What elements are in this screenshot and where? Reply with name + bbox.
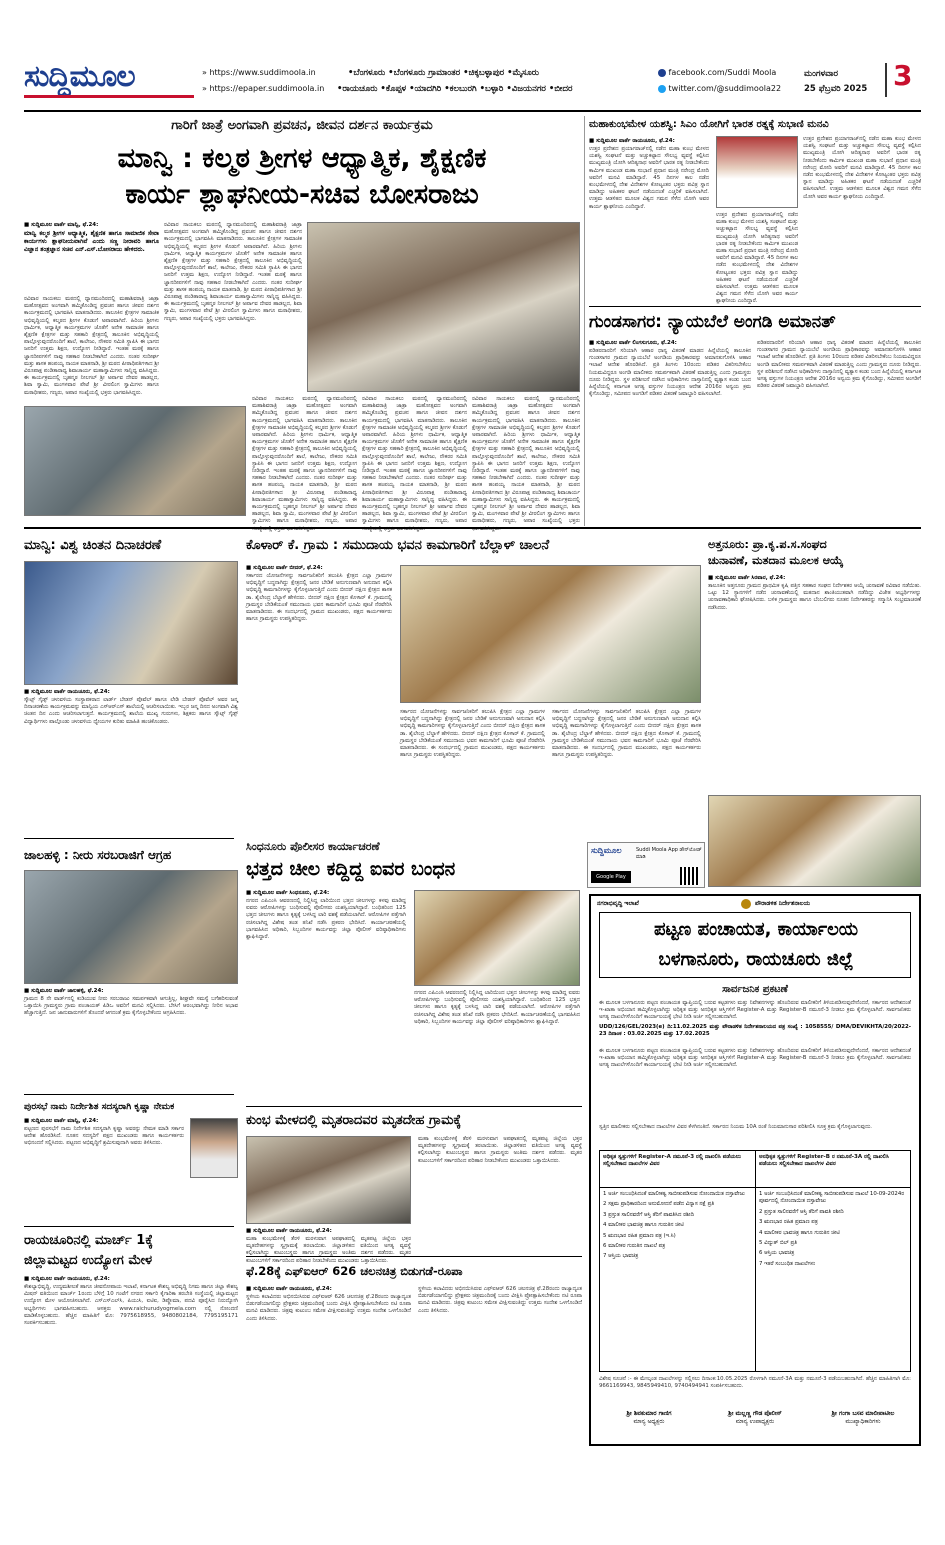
article-body: ಪಟ್ಟಣದ ಪುರಸಭೆಗೆ ನಾಮ ನಿರ್ದೇಶಿತ ಸದಸ್ಯರಾಗಿ ಕೃಷ್ಣಾ ಅವರನ್ನು ನೇಮಕ ಮಾಡಿ ಸರ್ಕಾರ ಆದೇಶ ಹೊರಡಿಸಿದೆ. ನೂತನ ಸದಸ್ಯರಿಗೆ ಪಕ್ಷದ ಮುಖಂಡರು ಹಾಗೂ ಕಾರ್ಯಕರ್ತರು ಅಭಿನಂದನೆ ಸಲ್ಲಿಸಿದರು. ಪಟ್ಟಣದ ಅಭಿವೃದ್ಧಿಗೆ ಶ್ರಮಿಸುವುದಾಗಿ ಅವರು ತಿಳಿಸಿದರು. xyxy=(24,1126,184,1147)
byline: ■ ಸುದ್ದಿಮೂಲ ವಾರ್ತೆ ಸಿರವಾರ, ಫೆ.24: xyxy=(708,575,786,581)
page-number: 3 xyxy=(893,59,913,92)
photo-seized-lorry xyxy=(414,890,580,986)
headline: ಅತ್ತನೂರು: ಪ್ರಾ.ಕೃ.ಪ.ಸ.ಸಂಘದ xyxy=(708,538,827,551)
article-body: ಸ್ಥಳೀಯ ಕಲಾವಿದರು ಅಭಿನಯಿಸಿರುವ ಎಫ್‌ಐಆರ್ 626 ಚಲನಚಿತ್ರ ಫೆ.28ರಂದು ರಾಜ್ಯಾದ್ಯಂತ ಬಿಡುಗಡೆಯಾಗಲಿದ್ದು ಪ್ರೇಕ್ಷಕರು ಚಿತ್ರಮಂದಿರಕ್ಕೆ ಬಂದು ವೀಕ್ಷಿಸಿ ಪ್ರೋತ್ಸಾಹಿಸಬೇಕೆಂದು ನಟಿ ರೂಪಾ ಮನವಿ ಮಾಡಿದರು. ಚಿತ್ರವು ಕುಟುಂಬ ಸಮೇತ ವೀಕ್ಷಿಸುವಂತಿದ್ದು ಉತ್ತಮ ಸಂದೇಶ ಒಳಗೊಂಡಿದೆ ಎಂದು ತಿಳಿಸಿದರು. xyxy=(246,1294,411,1322)
app-download-ad[interactable] xyxy=(587,842,705,888)
signature-role: ಮಾನ್ಯ ಅಧ್ಯಕ್ಷರು xyxy=(633,1418,665,1425)
article-body: ತಾಲೂಕಿನ ಅತ್ತನೂರು ಗ್ರಾಮದ ಪ್ರಾಥಮಿಕ ಕೃಷಿ ಪತ್ತಿನ ಸಹಕಾರ ಸಂಘದ ನಿರ್ದೇಶಕರ ಆಯ್ಕೆ ಚುನಾವಣೆ ರವಿವಾರ ನಡೆಯಿತು. ಒಟ್ಟು 12 ಸ್ಥಾನಗಳಿಗೆ ನಡೆದ ಚುನಾವಣೆಯಲ್ಲಿ ಮತದಾನ ಶಾಂತಿಯುತವಾಗಿ ನಡೆದಿದ್ದು ವಿಜೇತ ಅಭ್ಯರ್ಥಿಗಳನ್ನು ಚುನಾವಣಾಧಿಕಾರಿ ಘೋಷಿಸಿದರು. ಬಳಿಕ ಗ್ರಾಮಸ್ಥರು ಹಾಗೂ ಬೆಂಬಲಿಗರು ನೂತನ ನಿರ್ದೇಶಕರನ್ನು ಸನ್ಮಾನಿಸಿ ಸಂಭ್ರಮಾಚರಣೆ ನಡೆಸಿದರು. xyxy=(708,583,921,611)
twitter-link[interactable]: twitter.com/@suddimoola22 xyxy=(658,84,781,93)
article-body: ಉತ್ತರ ಪ್ರದೇಶದ ಪ್ರಯಾಗರಾಜ್‌ನಲ್ಲಿ ನಡೆದ ಮಹಾ ಕುಂಭ ಮೇಳದ ಯಶಸ್ವಿ ಸಂಘಟನೆ ಮತ್ತು ಅಚ್ಚುಕಟ್ಟಾದ ಸೌಲಭ್ಯ ವ್ಯವಸ್ಥೆ ಕಲ್ಪಿಸಿದ ಮುಖ್ಯಮಂತ್ರಿ ಯೋಗಿ ಆದಿತ್ಯನಾಥ ಅವರಿಗೆ ಭಾರತ ರತ್ನ ನೀಡಬೇಕೆಂದು ಕಾರ್ಮಿಕ ಮುಖಂಡ ಮಹಾ ಸುಭಾಣಿ ಪ್ರಧಾನ ಮಂತ್ರಿ ನರೇಂದ್ರ ಮೋದಿ ಅವರಿಗೆ ಮನವಿ ಮಾಡಿದ್ದಾರೆ. 45 ದಿನಗಳ ಕಾಲ ನಡೆದ ಕುಂಭಮೇಳದಲ್ಲಿ ದೇಶ ವಿದೇಶಗಳ ಕೋಟ್ಯಂತರ ಭಕ್ತರು ಪವಿತ್ರ ಸ್ನಾನ ಮಾಡಿದ್ದು ಅಹಿತಕರ ಘಟನೆ ನಡೆಯದಂತೆ ಎಚ್ಚರಿಕೆ ವಹಿಸಲಾಗಿದೆ. ಉತ್ತಮ ಆಡಳಿತದ ಮೂಲಕ ವಿಶ್ವದ ಗಮನ ಸೆಳೆದ ಯೋಗಿ ಅವರ ಕಾರ್ಯ ಶ್ಲಾಘನೀಯ ಎಂದಿದ್ದಾರೆ. xyxy=(716,212,798,305)
photo-portrait xyxy=(716,136,798,208)
notice-para: ಸ್ವತ್ತಿನ ಮಾಲೀಕರು ಸಲ್ಲಿಸಬೇಕಾದ ದಾಖಲೆಗಳ ವಿವರ ಕೆಳಗಿನಂತಿದೆ. ಸರ್ಕಾರದ ನಿಯಮ 10A ರಂತೆ ನಿಯಮಾನುಸಾರ ಪರಿಶೀಲಿಸಿ ಸೂಕ್ತ ಕ್ರಮ ಕೈಗೊಳ್ಳಲಾಗುವುದು. xyxy=(599,1124,873,1130)
notice-para: ಈ ಮೂಲಕ ಬಳಗಾನೂರು ಪಟ್ಟಣ ಪಂಚಾಯತ ವ್ಯಾಪ್ತಿಯಲ್ಲಿ ಬರುವ ಕಟ್ಟಡಗಳು ಮತ್ತು ನಿವೇಶನಗಳನ್ನು ಹೊಂದಿರುವ ಮಾಲೀಕರಿಗೆ ತಿಳಿಯಪಡಿಸುವುದೇನೆಂದರೆ, ಸರ್ಕಾರದ ಆದೇಶದಂತೆ ಇ-ಖಾತಾ ಅಭಿಯಾನ ಹಮ್ಮಿಕೊಳ್ಳಲಾಗಿದ್ದು ಅಧಿಕೃತ ಮತ್ತು ಅನಧಿಕೃತ ಆಸ್ತಿಗಳಿಗೆ Register-A ಮತ್ತು Register-B ನಮೂನೆ-3 ನೀಡಲು ಕ್ರಮ ಕೈಗೊಳ್ಳಲಾಗಿದೆ. ಸಾರ್ವಜನಿಕರು ಅಗತ್ಯ ದಾಖಲೆಗಳೊಂದಿಗೆ ಕಾರ್ಯಾಲಯಕ್ಕೆ ಭೇಟಿ ನೀಡಿ ಅರ್ಜಿ ಸಲ್ಲಿಸಬಹುದಾಗಿದೆ. xyxy=(599,1048,911,1069)
list-item: 4 ಮಾಲೀಕರ ಭಾವಚಿತ್ರ ಹಾಗೂ ಗುರುತಿನ ಚೀಟಿ xyxy=(603,1222,684,1229)
headline: ಭತ್ತದ ಚೀಲ ಕದ್ದಿದ್ದ ಐವರ ಬಂಧನ xyxy=(246,858,456,880)
table-divider xyxy=(755,1151,756,1371)
article-body: ಸ್ಥಳೀಯ ಕಲಾವಿದರು ಅಭಿನಯಿಸಿರುವ ಎಫ್‌ಐಆರ್ 626 ಚಲನಚಿತ್ರ ಫೆ.28ರಂದು ರಾಜ್ಯಾದ್ಯಂತ ಬಿಡುಗಡೆಯಾಗಲಿದ್ದು ಪ್ರೇಕ್ಷಕರು ಚಿತ್ರಮಂದಿರಕ್ಕೆ ಬಂದು ವೀಕ್ಷಿಸಿ ಪ್ರೋತ್ಸಾಹಿಸಬೇಕೆಂದು ನಟಿ ರೂಪಾ ಮನವಿ ಮಾಡಿದರು. ಚಿತ್ರವು ಕುಟುಂಬ ಸಮೇತ ವೀಕ್ಷಿಸುವಂತಿದ್ದು ಉತ್ತಮ ಸಂದೇಶ ಒಳಗೊಂಡಿದೆ ಎಂದು ತಿಳಿಸಿದರು. xyxy=(418,1286,582,1314)
list-item: 2 ಪ್ರಸ್ತುತ ಸಾಲಿನವರೆಗೆ ಆಸ್ತಿ ತೆರಿಗೆ ಪಾವತಿ ರಶೀದಿ xyxy=(759,1208,844,1215)
byline: ■ ಸುದ್ದಿಮೂಲ ವಾರ್ತೆ ಮಾನ್ವಿ, ಫೆ.24: xyxy=(24,222,99,228)
column-rule xyxy=(584,116,585,526)
byline: ■ ಸುದ್ದಿಮೂಲ ವಾರ್ತೆ ಬೀದರ್, ಫೆ.24: xyxy=(246,565,323,571)
signature-name: ಶ್ರೀ ಮಲ್ಲಣ್ಣ ಗೌಡ ಪೊಲೀಸ್ xyxy=(728,1410,782,1417)
article-body: ನಗರದ ಎಪಿಎಂಸಿ ಆವರಣದಲ್ಲಿ ನಿಲ್ಲಿಸಿದ್ದ ಲಾರಿಯಿಂದ ಭತ್ತದ ಚೀಲಗಳನ್ನು ಕಳವು ಮಾಡಿದ್ದ ಐವರು ಆರೋಪಿಗಳನ್ನು ಬಂಧಿಸುವಲ್ಲಿ ಪೊಲೀಸರು ಯಶಸ್ವಿಯಾಗಿದ್ದಾರೆ. ಬಂಧಿತರಿಂದ 125 ಭತ್ತದ ಚೀಲಗಳು ಹಾಗೂ ಕೃತ್ಯಕ್ಕೆ ಬಳಸಿದ್ದ ಲಾರಿ ವಶಕ್ಕೆ ಪಡೆಯಲಾಗಿದೆ. ಆರೋಪಿಗಳ ಪತ್ತೆಗಾಗಿ ರಚಿಸಲಾಗಿದ್ದ ವಿಶೇಷ ತಂಡ ತನಿಖೆ ನಡೆಸಿ ಪ್ರಕರಣ ಭೇದಿಸಿದೆ. ಕಾರ್ಯಾಚರಣೆಯಲ್ಲಿ ಭಾಗವಹಿಸಿದ ಅಧಿಕಾರಿ, ಸಿಬ್ಬಂದಿಗಳ ಕಾರ್ಯವನ್ನು ಜಿಲ್ಲಾ ಪೊಲೀಸ್ ವರಿಷ್ಠಾಧಿಕಾರಿಗಳು ಶ್ಲಾಘಿಸಿದ್ದಾರೆ. xyxy=(414,990,580,1025)
list-item: 4 ಮಾಲೀಕರ ಭಾವಚಿತ್ರ ಹಾಗೂ ಗುರುತಿನ ಚೀಟಿ xyxy=(759,1229,840,1236)
twitter-icon xyxy=(658,85,666,93)
article-kicker: ಸಿಂಧನೂರು ಪೊಲೀಸರ ಕಾರ್ಯಾಚರಣೆ xyxy=(246,840,380,853)
article-job-mela xyxy=(24,1230,238,1442)
byline: ■ ಸುದ್ದಿಮೂಲ ವಾರ್ತೆ ಜಾಲಹಳ್ಳಿ, ಫೆ.24: xyxy=(24,988,104,994)
issue-date: 25 ಫೆಬ್ರವರಿ 2025 xyxy=(804,84,868,94)
list-item: 7 ಇತರೆ ಸಂಬಂಧಿತ ದಾಖಲೆಗಳು xyxy=(759,1260,816,1267)
notice-subtitle: ಸಾರ್ವಜನಿಕ ಪ್ರಕಟಣೆ xyxy=(722,984,788,995)
article-vishwa-chintana xyxy=(24,533,238,835)
article-body: ರವಿವಾರ ನಾಯಕಲು ಮಠದಲ್ಲಿ ಧ್ಯಾನಮಂದಿರದಲ್ಲಿ ಮಹಾಶಿವರಾತ್ರಿ ಜಾತ್ರಾ ಮಹೋತ್ಸವದ ಅಂಗವಾಗಿ ಹಮ್ಮಿಕೊಂಡಿದ್ದ ಪ್ರವಚನ ಹಾಗೂ ಜೀವನ ದರ್ಶನ ಕಾರ್ಯಕ್ರಮದಲ್ಲಿ ಭಾಗವಹಿಸಿ ಮಾತನಾಡಿದರು. ತಾಲೂಕಿನ ಕ್ಷೇತ್ರಗಳ ಸಾಮಾಜಿಕ ಅಭಿವೃದ್ಧಿಯಲ್ಲಿ ಕಲ್ಮಠದ ಶ್ರೀಗಳ ಕೊಡುಗೆ ಅಪಾರವಾಗಿದೆ. ಹಿರಿಯ ಶ್ರೀಗಳು ಧಾರ್ಮಿಕ, ಆಧ್ಯಾತ್ಮಿಕ ಕಾರ್ಯಕ್ರಮಗಳ ಜೊತೆಗೆ ಅನೇಕ ಸಾಮಾಜಿಕ ಹಾಗೂ ಶೈಕ್ಷಣಿಕ ಕ್ಷೇತ್ರಗಳ ಮತ್ತು ಸಹಕಾರಿ ಕ್ಷೇತ್ರದಲ್ಲಿ ತಾಲೂಕಿನ ಅಭಿವೃದ್ಧಿಯಲ್ಲಿ ಪಾಲ್ಗೊಳ್ಳುವುದರೊಂದಿಗೆ ಶಾಲೆ, ಕಾಲೇಜು, ನೌಕರರ ಸಮಿತಿ ಸ್ಥಾಪಿಸಿ ಈ ಭಾಗದ ಜನರಿಗೆ ಉತ್ತಮ ಶಿಕ್ಷಣ, ಉದ್ಯೋಗ ನೀಡಿದ್ದಾರೆ. ಇಂತಹ ಮಠಕ್ಕೆ ಹಾಗೂ ಜ್ಞಾನದೀಪಗಳಿಗೆ ನಾವು ಸಹಕಾರ ನೀಡಬೇಕಾಗಿದೆ ಎಂದರು. ನಂತರ ಸುದೀರ್ಘ ಮತ್ತು ಶಾಸಕ ಹಂಪಯ್ಯ ನಾಯಕ ಮಾತನಾಡಿ, ಶ್ರೀ ಮಠದ ಪೀಠಾಧಿಪತಿಗಳಾದ ಶ್ರೀ ವಿರೂಪಾಕ್ಷ ಪಂಡಿತಾರಾಧ್ಯ ಶಿವಾಚಾರ್ಯ ಮಹಾಸ್ವಾಮಿಗಳು ಸಾನ್ನಿಧ್ಯ ವಹಿಸಿದ್ದರು. ಈ ಕಾರ್ಯಕ್ರಮದಲ್ಲಿ ಬೃಹನ್ಮಠ ನೀಲಗಲ್ ಶ್ರೀ ಅರ್ಪಾವ ದೇವರ ಹಾಡಲ್ಲದ, ಶಿವಾ ಸ್ವಾಮಿ, ಮಂಗಳವಾರ ಪೇಟೆ ಶ್ರೀ ವೀರಲಿಂಗ ಸ್ವಾಮಿಗಳು ಹಾಗೂ ಮಠಾಧೀಶರು, ಗಣ್ಯರು, ಅಪಾರ xyxy=(252,396,357,525)
signature-name: ಶ್ರೀ ಶಿವಕುಮಾರ ಗಾಣಿಗ xyxy=(626,1410,672,1417)
notice-title-line: ಪಟ್ಟಣ ಪಂಚಾಯತ, ಕಾರ್ಯಾಲಯ xyxy=(653,919,859,940)
article-gundasagar xyxy=(589,310,921,522)
article-body: ಮಹಾ ಕುಂಭಮೇಳಕ್ಕೆ ತೆರಳಿ ಮರಳುವಾಗ ಅಪಘಾತದಲ್ಲಿ ಮೃತಪಟ್ಟ ಜಿಲ್ಲೆಯ ಭಕ್ತರ ಮೃತದೇಹಗಳನ್ನು ಸ್ವಗ್ರಾಮಕ್ಕೆ ತರಲಾಯಿತು. ಜಿಲ್ಲಾಡಳಿತದ ವತಿಯಿಂದ ಅಗತ್ಯ ವ್ಯವಸ್ಥೆ ಕಲ್ಪಿಸಲಾಗಿದ್ದು ಕುಟುಂಬಸ್ಥರು ಹಾಗೂ ಗ್ರಾಮಸ್ಥರು ಅಂತಿಮ ದರ್ಶನ ಪಡೆದರು. ಮೃತರ ಕುಟುಂಬಗಳಿಗೆ ಸರ್ಕಾರದಿಂದ ಪರಿಹಾರ ನೀಡಬೇಕೆಂದು ಮುಖಂಡರು ಒತ್ತಾಯಿಸಿದರು. xyxy=(418,1136,582,1164)
link-arrow-icon: » xyxy=(202,84,210,93)
article-manvi-kalmath xyxy=(24,116,580,525)
signature-name: ಶ್ರೀ ಗಂಗಾ ಬಸವ ಮಾಲೀಪಾಟೀಲ xyxy=(831,1410,895,1417)
article-body: ಗ್ರಾಮದ 8 ನೇ ವಾರ್ಡ್‌ನಲ್ಲಿ ಕುಡಿಯುವ ನೀರು ಸರಬರಾಜು ಸಮರ್ಪಕವಾಗಿ ಆಗುತ್ತಿಲ್ಲ, ಶೀಘ್ರವೇ ಸಮಸ್ಯೆ ಬಗೆಹರಿಸುವಂತೆ ಒತ್ತಾಯಿಸಿ ಗ್ರಾಮಸ್ಥರು ಗ್ರಾಮ ಪಂಚಾಯತ್ ಪಿಡಿಒ ಅವರಿಗೆ ಮನವಿ ಸಲ್ಲಿಸಿದರು. ಬೇಸಿಗೆ ಆರಂಭವಾಗಿದ್ದು ನೀರಿನ ಅಭಾವ ಹೆಚ್ಚಾಗುತ್ತಿದೆ. ಜನ ಜಾನುವಾರುಗಳಿಗೆ ತೊಂದರೆ ಆಗದಂತೆ ಕ್ರಮ ಕೈಗೊಳ್ಳಬೇಕೆಂದು ಆಗ್ರಹಿಸಿದರು. xyxy=(24,996,238,1017)
list-item: 1 ಅರ್ಜಿ ಸಂಬಂಧಿಸಿದಂತೆ ಮಾಲೀಕತ್ವ ಸಾಬೀತುಪಡಿಸುವ ದಾಖಲೆ 10-09-2024ರ ಪೂರ್ವದಲ್ಲಿ ನೋಂದಾಯಿತ ದಸ್ತಾವೇಜು xyxy=(759,1191,905,1205)
headline: ಪುರಸಭೆ ನಾಮ ನಿರ್ದೇಶಿತ ಸದಸ್ಯರಾಗಿ ಕೃಷ್ಣಾ ನೇಮಕ xyxy=(24,1102,175,1112)
list-item: 1 ಅರ್ಜಿ ಸಂಬಂಧಿಸಿದಂತೆ ಮಾಲೀಕತ್ವ ಸಾಬೀತುಪಡಿಸುವ ನೋಂದಾಯಿತ ದಸ್ತಾವೇಜು xyxy=(603,1191,745,1197)
article-body: ರವಿವಾರ ನಾಯಕಲು ಮಠದಲ್ಲಿ ಧ್ಯಾನಮಂದಿರದಲ್ಲಿ ಮಹಾಶಿವರಾತ್ರಿ ಜಾತ್ರಾ ಮಹೋತ್ಸವದ ಅಂಗವಾಗಿ ಹಮ್ಮಿಕೊಂಡಿದ್ದ ಪ್ರವಚನ ಹಾಗೂ ಜೀವನ ದರ್ಶನ ಕಾರ್ಯಕ್ರಮದಲ್ಲಿ ಭಾಗವಹಿಸಿ ಮಾತನಾಡಿದರು. ತಾಲೂಕಿನ ಕ್ಷೇತ್ರಗಳ ಸಾಮಾಜಿಕ ಅಭಿವೃದ್ಧಿಯಲ್ಲಿ ಕಲ್ಮಠದ ಶ್ರೀಗಳ ಕೊಡುಗೆ ಅಪಾರವಾಗಿದೆ. ಹಿರಿಯ ಶ್ರೀಗಳು ಧಾರ್ಮಿಕ, ಆಧ್ಯಾತ್ಮಿಕ ಕಾರ್ಯಕ್ರಮಗಳ ಜೊತೆಗೆ ಅನೇಕ ಸಾಮಾಜಿಕ ಹಾಗೂ ಶೈಕ್ಷಣಿಕ ಕ್ಷೇತ್ರಗಳ ಮತ್ತು ಸಹಕಾರಿ ಕ್ಷೇತ್ರದಲ್ಲಿ ತಾಲೂಕಿನ ಅಭಿವೃದ್ಧಿಯಲ್ಲಿ ಪಾಲ್ಗೊಳ್ಳುವುದರೊಂದಿಗೆ ಶಾಲೆ, ಕಾಲೇಜು, ನೌಕರರ ಸಮಿತಿ ಸ್ಥಾಪಿಸಿ ಈ ಭಾಗದ ಜನರಿಗೆ ಉತ್ತಮ ಶಿಕ್ಷಣ, ಉದ್ಯೋಗ ನೀಡಿದ್ದಾರೆ. ಇಂತಹ ಮಠಕ್ಕೆ ಹಾಗೂ ಜ್ಞಾನದೀಪಗಳಿಗೆ ನಾವು ಸಹಕಾರ ನೀಡಬೇಕಾಗಿದೆ ಎಂದರು. ನಂತರ ಸುದೀರ್ಘ ಮತ್ತು ಶಾಸಕ ಹಂಪಯ್ಯ ನಾಯಕ ಮಾತನಾಡಿ, ಶ್ರೀ ಮಠದ ಪೀಠಾಧಿಪತಿಗಳಾದ ಶ್ರೀ ವಿರೂಪಾಕ್ಷ ಪಂಡಿತಾರಾಧ್ಯ ಶಿವಾಚಾರ್ಯ ಮಹಾಸ್ವಾಮಿಗಳು ಸಾನ್ನಿಧ್ಯ ವಹಿಸಿದ್ದರು. ಈ ಕಾರ್ಯಕ್ರಮದಲ್ಲಿ ಬೃಹನ್ಮಠ ನೀಲಗಲ್ ಶ್ರೀ ಅರ್ಪಾವ ದೇವರ ಹಾಡಲ್ಲದ, ಶಿವಾ ಸ್ವಾಮಿ, ಮಂಗಳವಾರ ಪೇಟೆ ಶ್ರೀ ವೀರಲಿಂಗ ಸ್ವಾಮಿಗಳು ಹಾಗೂ ಮಠಾಧೀಶರು, ಗಣ್ಯರು, ಅಪಾರ xyxy=(362,396,467,525)
photo-mourning xyxy=(246,1136,411,1224)
photo-scouts-guides xyxy=(24,561,238,685)
table-header: ಅಧಿಕೃತ ಸ್ವತ್ತುಗಳಿಗೆ Register-A ನಮೂನೆ-3 ರಲ್ಲಿ ದಾಖಲಿಸಿ ಪಡೆಯಲು ಸಲ್ಲಿಸಬೇಕಾದ ದಾಖಲೆಗಳ ವಿವರ xyxy=(603,1154,742,1167)
signature-3 xyxy=(811,1410,915,1426)
notice-dept-right: ಪೌರಾಡಳಿತ ನಿರ್ದೇಶನಾಲಯ xyxy=(755,900,811,907)
section-rule xyxy=(24,1094,234,1095)
article-fir-626-film xyxy=(246,1256,582,1456)
article-kumbh-bodies xyxy=(246,1106,582,1264)
article-body: ನಗರದ ಎಪಿಎಂಸಿ ಆವರಣದಲ್ಲಿ ನಿಲ್ಲಿಸಿದ್ದ ಲಾರಿಯಿಂದ ಭತ್ತದ ಚೀಲಗಳನ್ನು ಕಳವು ಮಾಡಿದ್ದ ಐವರು ಆರೋಪಿಗಳನ್ನು ಬಂಧಿಸುವಲ್ಲಿ ಪೊಲೀಸರು ಯಶಸ್ವಿಯಾಗಿದ್ದಾರೆ. ಬಂಧಿತರಿಂದ 125 ಭತ್ತದ ಚೀಲಗಳು ಹಾಗೂ ಕೃತ್ಯಕ್ಕೆ ಬಳಸಿದ್ದ ಲಾರಿ ವಶಕ್ಕೆ ಪಡೆಯಲಾಗಿದೆ. ಆರೋಪಿಗಳ ಪತ್ತೆಗಾಗಿ ರಚಿಸಲಾಗಿದ್ದ ವಿಶೇಷ ತಂಡ ತನಿಖೆ ನಡೆಸಿ ಪ್ರಕರಣ ಭೇದಿಸಿದೆ. ಕಾರ್ಯಾಚರಣೆಯಲ್ಲಿ ಭಾಗವಹಿಸಿದ ಅಧಿಕಾರಿ, ಸಿಬ್ಬಂದಿಗಳ ಕಾರ್ಯವನ್ನು ಜಿಲ್ಲಾ ಪೊಲೀಸ್ ವರಿಷ್ಠಾಧಿಕಾರಿಗಳು ಶ್ಲಾಘಿಸಿದ್ದಾರೆ. xyxy=(246,898,406,941)
headline: ಫೆ.28ಕ್ಕೆ ಎಫ್‌ಐಆರ್ 626 ಚಲನಚಿತ್ರ ಬಿಡುಗಡೆ-ರೂಪಾ xyxy=(246,1264,463,1278)
headline: ಗುಂಡಸಾಗರ: ನ್ಯಾಯಬೆಲೆ ಅಂಗಡಿ ಅಮಾನತ್ xyxy=(589,312,836,332)
web-link-1[interactable]: » https://www.suddimoola.in xyxy=(202,68,316,77)
photo-bhoomi-pooja xyxy=(400,565,701,703)
section-rule xyxy=(24,1226,234,1227)
masthead-rule xyxy=(24,110,921,112)
article-kolar-community-hall xyxy=(246,533,701,835)
article-body: ಪಡಿತರದಾರರಿಗೆ ಸರಿಯಾಗಿ ಆಹಾರ ಧಾನ್ಯ ವಿತರಣೆ ಮಾಡದ ಹಿನ್ನೆಲೆಯಲ್ಲಿ ತಾಲೂಕಿನ ಗುಂಡಸಾಗರ ಗ್ರಾಮದ ನ್ಯಾಯಬೆಲೆ ಅಂಗಡಿಯ ಪ್ರಾಧಿಕಾರವನ್ನು ಅಮಾನತುಗೊಳಿಸಿ ಆಹಾರ ಇಲಾಖೆ ಆದೇಶ ಹೊರಡಿಸಿದೆ. ಪ್ರತಿ ತಿಂಗಳು 10ರಂದು ಪಡಿತರ ವಿತರಿಸಬೇಕೆಂಬ ನಿಯಮವಿದ್ದರೂ ಅಂಗಡಿ ಮಾಲೀಕರು ಸಮರ್ಪಕವಾಗಿ ವಿತರಣೆ ಮಾಡುತ್ತಿಲ್ಲ ಎಂದು ಗ್ರಾಮಸ್ಥರು ದೂರು ನೀಡಿದ್ದರು. ಸ್ಥಳ ಪರಿಶೀಲನೆ ನಡೆಸಿದ ಅಧಿಕಾರಿಗಳು ದಾಸ್ತಾನಿನಲ್ಲಿ ವ್ಯತ್ಯಾಸ ಕಂಡು ಬಂದ ಹಿನ್ನೆಲೆಯಲ್ಲಿ ಕರ್ನಾಟಕ ಅಗತ್ಯ ವಸ್ತುಗಳ ನಿಯಂತ್ರಣ ಆದೇಶ 2016ರ ಅನ್ವಯ ಕ್ರಮ ಕೈಗೊಂಡಿದ್ದು, ಸಮೀಪದ ಅಂಗಡಿಗೆ ಪಡಿತರ ವಿತರಣೆ ಜವಾಬ್ದಾರಿ ವಹಿಸಲಾಗಿದೆ. xyxy=(589,348,751,398)
headline: ಕುಂಭ ಮೇಳದಲ್ಲಿ ಮೃತರಾದವರ ಮೃತದೇಹ ಗ್ರಾಮಕ್ಕೆ xyxy=(246,1113,462,1128)
signature-2 xyxy=(705,1410,805,1426)
editions-row-1: •ಬೆಂಗಳೂರು •ಬೆಂಗಳೂರು ಗ್ರಾಮಾಂತರ •ಚಿಕ್ಕಬಳ್ಳಾಪುರ •ಮೈಸೂರು xyxy=(348,68,539,78)
list-item: 3 ಋಣಭಾರ ರಹಿತ ಪ್ರಮಾಣ ಪತ್ರ xyxy=(759,1219,818,1226)
photo-portrait xyxy=(190,1118,238,1178)
article-body: ಸರ್ಕಾರದ ಯೋಜನೆಗಳನ್ನು ಸಾರ್ವಜನಿಕರಿಗೆ ತಲುಪಿಸಿ ಕ್ಷೇತ್ರದ ಎಲ್ಲಾ ಗ್ರಾಮಗಳ ಅಭಿವೃದ್ಧಿಗೆ ಬದ್ಧನಾಗಿದ್ದು ಕ್ಷೇತ್ರದಲ್ಲಿ ಜನರ ಬೇಡಿಕೆ ಅನುಗುಣವಾಗಿ ಅನುದಾನ ಕಲ್ಪಿಸಿ ಅಭಿವೃದ್ಧಿ ಕಾಮಗಾರಿಗಳನ್ನು ಕೈಗೊಳ್ಳಲಾಗುತ್ತಿದೆ ಎಂದು ಬೀದರ್ ದಕ್ಷಿಣ ಕ್ಷೇತ್ರದ ಶಾಸಕ ಡಾ. ಶೈಲೇಂದ್ರ ಬೆಲ್ದಾಳೆ ಹೇಳಿದರು. ಬೀದರ್ ದಕ್ಷಿಣ ಕ್ಷೇತ್ರದ ಕೊಳಾರ್ ಕೆ. ಗ್ರಾಮದಲ್ಲಿ ಗ್ರಾಮಸ್ಥರ ಬೇಡಿಕೆಯಂತೆ ಸಮುದಾಯ ಭವನ ಕಾಮಗಾರಿಗೆ ಭೂಮಿ ಪೂಜೆ ನೆರವೇರಿಸಿ ಮಾತನಾಡಿದರು. ಈ ಸಂದರ್ಭದಲ್ಲಿ ಗ್ರಾಮದ ಮುಖಂಡರು, ಪಕ್ಷದ ಕಾರ್ಯಕರ್ತರು ಹಾಗೂ ಗ್ರಾಮಸ್ಥರು ಉಪಸ್ಥಿತರಿದ್ದರು. xyxy=(552,709,701,759)
list-item: 6 ಆಸ್ತಿಯ ಭಾವಚಿತ್ರ xyxy=(759,1250,795,1257)
article-jalahalli-water xyxy=(24,842,238,1090)
masthead-logo: ಸುದ್ದಿಮೂಲ xyxy=(24,59,135,94)
signature-1 xyxy=(599,1410,699,1426)
logo-underline xyxy=(24,95,194,98)
article-body: ರವಿವಾರ ನಾಯಕಲು ಮಠದಲ್ಲಿ ಧ್ಯಾನಮಂದಿರದಲ್ಲಿ ಮಹಾಶಿವರಾತ್ರಿ ಜಾತ್ರಾ ಮಹೋತ್ಸವದ ಅಂಗವಾಗಿ ಹಮ್ಮಿಕೊಂಡಿದ್ದ ಪ್ರವಚನ ಹಾಗೂ ಜೀವನ ದರ್ಶನ ಕಾರ್ಯಕ್ರಮದಲ್ಲಿ ಭಾಗವಹಿಸಿ ಮಾತನಾಡಿದರು. ತಾಲೂಕಿನ ಕ್ಷೇತ್ರಗಳ ಸಾಮಾಜಿಕ ಅಭಿವೃದ್ಧಿಯಲ್ಲಿ ಕಲ್ಮಠದ ಶ್ರೀಗಳ ಕೊಡುಗೆ ಅಪಾರವಾಗಿದೆ. ಹಿರಿಯ ಶ್ರೀಗಳು ಧಾರ್ಮಿಕ, ಆಧ್ಯಾತ್ಮಿಕ ಕಾರ್ಯಕ್ರಮಗಳ ಜೊತೆಗೆ ಅನೇಕ ಸಾಮಾಜಿಕ ಹಾಗೂ ಶೈಕ್ಷಣಿಕ ಕ್ಷೇತ್ರಗಳ ಮತ್ತು ಸಹಕಾರಿ ಕ್ಷೇತ್ರದಲ್ಲಿ ತಾಲೂಕಿನ ಅಭಿವೃದ್ಧಿಯಲ್ಲಿ ಪಾಲ್ಗೊಳ್ಳುವುದರೊಂದಿಗೆ ಶಾಲೆ, ಕಾಲೇಜು, ನೌಕರರ ಸಮಿತಿ ಸ್ಥಾಪಿಸಿ ಈ ಭಾಗದ ಜನರಿಗೆ ಉತ್ತಮ ಶಿಕ್ಷಣ, ಉದ್ಯೋಗ ನೀಡಿದ್ದಾರೆ. ಇಂತಹ ಮಠಕ್ಕೆ ಹಾಗೂ ಜ್ಞಾನದೀಪಗಳಿಗೆ ನಾವು ಸಹಕಾರ ನೀಡಬೇಕಾಗಿದೆ ಎಂದರು. ನಂತರ ಸುದೀರ್ಘ ಮತ್ತು ಶಾಸಕ ಹಂಪಯ್ಯ ನಾಯಕ ಮಾತನಾಡಿ, ಶ್ರೀ ಮಠದ ಪೀಠಾಧಿಪತಿಗಳಾದ ಶ್ರೀ ವಿರೂಪಾಕ್ಷ ಪಂಡಿತಾರಾಧ್ಯ ಶಿವಾಚಾರ್ಯ ಮಹಾಸ್ವಾಮಿಗಳು ಸಾನ್ನಿಧ್ಯ ವಹಿಸಿದ್ದರು. ಈ ಕಾರ್ಯಕ್ರಮದಲ್ಲಿ ಬೃಹನ್ಮಠ ನೀಲಗಲ್ ಶ್ರೀ ಅರ್ಪಾವ ದೇವರ ಹಾಡಲ್ಲದ, ಶಿವಾ ಸ್ವಾಮಿ, ಮಂಗಳವಾರ ಪೇಟೆ ಶ್ರೀ ವೀರಲಿಂಗ ಸ್ವಾಮಿಗಳು ಹಾಗೂ ಮಠಾಧೀಶರು, ಗಣ್ಯರು, ಅಪಾರ ಸಂಖ್ಯೆಯಲ್ಲಿ ಭಕ್ತರು ಭಾಗವಹಿಸಿದ್ದರು. xyxy=(24,296,159,396)
ad-text: Suddi Moola App ಡೌನ್‌ಲೋಡ್ ಮಾಡಿ xyxy=(636,847,702,860)
web-link-2[interactable]: » https://epaper.suddimoola.in xyxy=(202,84,325,93)
article-sindhanur-police xyxy=(246,840,586,1102)
google-play-badge[interactable]: Google Play xyxy=(591,871,631,883)
photo-elected-members xyxy=(708,795,921,887)
article-body: ಉತ್ತರ ಪ್ರದೇಶದ ಪ್ರಯಾಗರಾಜ್‌ನಲ್ಲಿ ನಡೆದ ಮಹಾ ಕುಂಭ ಮೇಳದ ಯಶಸ್ವಿ ಸಂಘಟನೆ ಮತ್ತು ಅಚ್ಚುಕಟ್ಟಾದ ಸೌಲಭ್ಯ ವ್ಯವಸ್ಥೆ ಕಲ್ಪಿಸಿದ ಮುಖ್ಯಮಂತ್ರಿ ಯೋಗಿ ಆದಿತ್ಯನಾಥ ಅವರಿಗೆ ಭಾರತ ರತ್ನ ನೀಡಬೇಕೆಂದು ಕಾರ್ಮಿಕ ಮುಖಂಡ ಮಹಾ ಸುಭಾಣಿ ಪ್ರಧಾನ ಮಂತ್ರಿ ನರೇಂದ್ರ ಮೋದಿ ಅವರಿಗೆ ಮನವಿ ಮಾಡಿದ್ದಾರೆ. 45 ದಿನಗಳ ಕಾಲ ನಡೆದ ಕುಂಭಮೇಳದಲ್ಲಿ ದೇಶ ವಿದೇಶಗಳ ಕೋಟ್ಯಂತರ ಭಕ್ತರು ಪವಿತ್ರ ಸ್ನಾನ ಮಾಡಿದ್ದು ಅಹಿತಕರ ಘಟನೆ ನಡೆಯದಂತೆ ಎಚ್ಚರಿಕೆ ವಹಿಸಲಾಗಿದೆ. ಉತ್ತಮ ಆಡಳಿತದ ಮೂಲಕ ವಿಶ್ವದ ಗಮನ ಸೆಳೆದ ಯೋಗಿ ಅವರ ಕಾರ್ಯ ಶ್ಲಾಘನೀಯ ಎಂದಿದ್ದಾರೆ. xyxy=(589,146,709,210)
article-body: ಸರ್ಕಾರದ ಯೋಜನೆಗಳನ್ನು ಸಾರ್ವಜನಿಕರಿಗೆ ತಲುಪಿಸಿ ಕ್ಷೇತ್ರದ ಎಲ್ಲಾ ಗ್ರಾಮಗಳ ಅಭಿವೃದ್ಧಿಗೆ ಬದ್ಧನಾಗಿದ್ದು ಕ್ಷೇತ್ರದಲ್ಲಿ ಜನರ ಬೇಡಿಕೆ ಅನುಗುಣವಾಗಿ ಅನುದಾನ ಕಲ್ಪಿಸಿ ಅಭಿವೃದ್ಧಿ ಕಾಮಗಾರಿಗಳನ್ನು ಕೈಗೊಳ್ಳಲಾಗುತ್ತಿದೆ ಎಂದು ಬೀದರ್ ದಕ್ಷಿಣ ಕ್ಷೇತ್ರದ ಶಾಸಕ ಡಾ. ಶೈಲೇಂದ್ರ ಬೆಲ್ದಾಳೆ ಹೇಳಿದರು. ಬೀದರ್ ದಕ್ಷಿಣ ಕ್ಷೇತ್ರದ ಕೊಳಾರ್ ಕೆ. ಗ್ರಾಮದಲ್ಲಿ ಗ್ರಾಮಸ್ಥರ ಬೇಡಿಕೆಯಂತೆ ಸಮುದಾಯ ಭವನ ಕಾಮಗಾರಿಗೆ ಭೂಮಿ ಪೂಜೆ ನೆರವೇರಿಸಿ ಮಾತನಾಡಿದರು. ಈ ಸಂದರ್ಭದಲ್ಲಿ ಗ್ರಾಮದ ಮುಖಂಡರು, ಪಕ್ಷದ ಕಾರ್ಯಕರ್ತರು ಹಾಗೂ ಗ್ರಾಮಸ್ಥರು ಉಪಸ್ಥಿತರಿದ್ದರು. xyxy=(246,573,392,623)
signature-role: ಮುಖ್ಯಾಧಿಕಾರಿಗಳು xyxy=(845,1418,881,1425)
notice-title-line: ಬಳಗಾನೂರು, ರಾಯಚೂರು ಜಿಲ್ಲೆ xyxy=(658,949,854,970)
ad-logo: ಸುದ್ದಿಮೂಲ xyxy=(591,846,622,855)
photo-minister-speech xyxy=(307,222,580,392)
list-item: 5 ಋಣಭಾರ ರಹಿತ ಪ್ರಮಾಣ ಪತ್ರ (ಇ.ಸಿ) xyxy=(603,1232,676,1239)
signature-role: ಮಾನ್ಯ ಉಪಾಧ್ಯಕ್ಷರು xyxy=(735,1418,775,1425)
article-attanur-election xyxy=(708,533,921,889)
article-body: ಉತ್ತರ ಪ್ರದೇಶದ ಪ್ರಯಾಗರಾಜ್‌ನಲ್ಲಿ ನಡೆದ ಮಹಾ ಕುಂಭ ಮೇಳದ ಯಶಸ್ವಿ ಸಂಘಟನೆ ಮತ್ತು ಅಚ್ಚುಕಟ್ಟಾದ ಸೌಲಭ್ಯ ವ್ಯವಸ್ಥೆ ಕಲ್ಪಿಸಿದ ಮುಖ್ಯಮಂತ್ರಿ ಯೋಗಿ ಆದಿತ್ಯನಾಥ ಅವರಿಗೆ ಭಾರತ ರತ್ನ ನೀಡಬೇಕೆಂದು ಕಾರ್ಮಿಕ ಮುಖಂಡ ಮಹಾ ಸುಭಾಣಿ ಪ್ರಧಾನ ಮಂತ್ರಿ ನರೇಂದ್ರ ಮೋದಿ ಅವರಿಗೆ ಮನವಿ ಮಾಡಿದ್ದಾರೆ. 45 ದಿನಗಳ ಕಾಲ ನಡೆದ ಕುಂಭಮೇಳದಲ್ಲಿ ದೇಶ ವಿದೇಶಗಳ ಕೋಟ್ಯಂತರ ಭಕ್ತರು ಪವಿತ್ರ ಸ್ನಾನ ಮಾಡಿದ್ದು ಅಹಿತಕರ ಘಟನೆ ನಡೆಯದಂತೆ ಎಚ್ಚರಿಕೆ ವಹಿಸಲಾಗಿದೆ. ಉತ್ತಮ ಆಡಳಿತದ ಮೂಲಕ ವಿಶ್ವದ ಗಮನ ಸೆಳೆದ ಯೋಗಿ ಅವರ ಕಾರ್ಯ ಶ್ಲಾಘನೀಯ ಎಂದಿದ್ದಾರೆ. xyxy=(803,136,921,200)
section-rule xyxy=(589,306,921,307)
editions-row-2: •ರಾಯಚೂರು •ಕೊಪ್ಪಳ •ಯಾದಗಿರಿ •ಕಲಬುರಗಿ •ಬಳ್ಳಾರಿ •ವಿಜಯನಗರ •ಬೀದರ xyxy=(337,84,573,94)
article-body: ಸ್ಕೌಟ್ಸ್ ಗೈಡ್ಸ್ ಚಳುವಳಿಯ ಸಂಸ್ಥಾಪಕರಾದ ಲಾರ್ಡ್ ಬೇಡನ್ ಪೊವೆಲ್ ಹಾಗೂ ಲೇಡಿ ಬೇಡನ್ ಪೊವೆಲ್ ಅವರ ಜನ್ಮ ದಿನಾಚರಣೆಯ ಕಾರ್ಯಕ್ರಮವನ್ನು ಮಾನ್ವಿಯ ಎಸ್‌ಆರ್‌ಎಸ್ ಶಾಲೆಯಲ್ಲಿ ಆಚರಿಸಲಾಯಿತು. ಇಬ್ಬರ ಜನ್ಮ ದಿನದ ಅಂಗವಾಗಿ ವಿಶ್ವ ಚಿಂತನ ದಿನ ಎಂದು ಆಚರಿಸಲಾಗುತ್ತದೆ. ಕಾರ್ಯಕ್ರಮದಲ್ಲಿ ಶಾಲೆಯ ಮುಖ್ಯ ಗುರುಗಳು, ಶಿಕ್ಷಕರು ಹಾಗೂ ಸ್ಕೌಟ್ಸ್ ಗೈಡ್ಸ್ ವಿದ್ಯಾರ್ಥಿಗಳು ಪಾಲ್ಗೊಂಡು ಚಳುವಳಿಯ ಧ್ಯೇಯಗಳ ಕುರಿತು ಮಾಹಿತಿ ಹಂಚಿಕೊಂಡರು. xyxy=(24,697,238,725)
article-body: ಮಹಾ ಕುಂಭಮೇಳಕ್ಕೆ ತೆರಳಿ ಮರಳುವಾಗ ಅಪಘಾತದಲ್ಲಿ ಮೃತಪಟ್ಟ ಜಿಲ್ಲೆಯ ಭಕ್ತರ ಮೃತದೇಹಗಳನ್ನು ಸ್ವಗ್ರಾಮಕ್ಕೆ ತರಲಾಯಿತು. ಜಿಲ್ಲಾಡಳಿತದ ವತಿಯಿಂದ ಅಗತ್ಯ ವ್ಯವಸ್ಥೆ ಕಲ್ಪಿಸಲಾಗಿದ್ದು ಕುಟುಂಬಸ್ಥರು ಹಾಗೂ ಗ್ರಾಮಸ್ಥರು ಅಂತಿಮ ದರ್ಶನ ಪಡೆದರು. ಮೃತರ ಕುಟುಂಬಗಳಿಗೆ ಸರ್ಕಾರದಿಂದ ಪರಿಹಾರ ನೀಡಬೇಕೆಂದು ಮುಖಂಡರು ಒತ್ತಾಯಿಸಿದರು. xyxy=(246,1236,411,1264)
notice-emblem-icon xyxy=(741,899,751,909)
headline: ಮಾನ್ವಿ: ವಿಶ್ವ ಚಿಂತನ ದಿನಾಚರಣೆ xyxy=(24,538,162,553)
article-lead: ಮಾನ್ವಿ ಕಲ್ಮಠ ಶ್ರೀಗಳ ಆಧ್ಯಾತ್ಮಿಕ, ಶೈಕ್ಷಣಿಕ ಹಾಗೂ ಸಾಮಾಜಿಕ ಸೇವಾ ಕಾರ್ಯಗಳು ಶ್ಲಾಘನೀಯವಾಗಿವೆ ಎಂದು ಸಣ್ಣ ನೀರಾವರಿ ಹಾಗೂ ವಿಜ್ಞಾನ ತಂತ್ರಜ್ಞಾನ ಸಚಿವ ಎನ್.ಎಸ್.ಬೋಸರಾಜು ಹೇಳಿದರು. xyxy=(24,230,159,253)
issue-day: ಮಂಗಳವಾರ xyxy=(804,69,839,79)
article-body: ಕೌಶಲ್ಯಾಭಿವೃದ್ಧಿ, ಉದ್ಯಮಶೀಲತೆ ಹಾಗೂ ಜೀವನೋಪಾಯ ಇಲಾಖೆ, ಕರ್ನಾಟಕ ಕೌಶಲ್ಯ ಅಭಿವೃದ್ಧಿ ನಿಗಮ ಹಾಗೂ ಜಿಲ್ಲಾ ಕೌಶಲ್ಯ ಮಿಷನ್ ವತಿಯಿಂದ ಮಾರ್ಚ್ 1ರಂದು ಬೆಳಿಗ್ಗೆ 10 ಗಂಟೆಗೆ ನಗರದ ಸರ್ಕಾರಿ ಕೈಗಾರಿಕಾ ತರಬೇತಿ ಸಂಸ್ಥೆಯಲ್ಲಿ ಜಿಲ್ಲಾಮಟ್ಟದ ಉದ್ಯೋಗ ಮೇಳ ಆಯೋಜಿಸಲಾಗಿದೆ. ಎಸ್‌ಎಸ್‌ಎಲ್‌ಸಿ, ಪಿಯುಸಿ, ಐಟಿಐ, ಡಿಪ್ಲೊಮಾ, ಪದವಿ ಪೂರೈಸಿದ ನಿರುದ್ಯೋಗಿ ಅಭ್ಯರ್ಥಿಗಳು ಭಾಗವಹಿಸಬಹುದು. ಆಸಕ್ತರು www.raichurudyogmela.com ನಲ್ಲಿ ನೋಂದಣಿ ಮಾಡಿಕೊಳ್ಳಬಹುದು. ಹೆಚ್ಚಿನ ಮಾಹಿತಿಗೆ ಮೊ: 7975618955, 9480802184, 7795195171 ಸಂಪರ್ಕಿಸಬಹುದು. xyxy=(24,1284,238,1327)
notice-dept-left: ನಗರಾಭಿವೃದ್ಧಿ ಇಲಾಖೆ xyxy=(597,900,639,907)
section-rule xyxy=(24,838,234,839)
list-item: 7 ಆಸ್ತಿಯ ಭಾವಚಿತ್ರ xyxy=(603,1253,639,1260)
byline: ■ ಸುದ್ದಿಮೂಲ ವಾರ್ತೆ ರಾಯಚೂರು, ಫೆ.24: xyxy=(589,138,675,144)
headline: ಜಿಲ್ಲಾಮಟ್ಟದ ಉದ್ಯೋಗ ಮೇಳ xyxy=(24,1253,153,1268)
list-item: 3 ಪ್ರಸ್ತುತ ಸಾಲಿನವರೆಗೆ ಆಸ್ತಿ ತೆರಿಗೆ ಪಾವತಿಸಿದ ರಶೀದಿ xyxy=(603,1211,694,1218)
link-arrow-icon: » xyxy=(202,68,210,77)
notice-footer: ವಿಶೇಷ ಸೂಚನೆ :- ಈ ಮೇಲ್ಕಂಡ ದಾಖಲೆಗಳನ್ನು ಸಲ್ಲಿಸಲು ದಿನಾಂಕ:10.05.2025 ರೊಳಗಾಗಿ ನಮೂನೆ-3A ಮತ್ತು ನಮೂನೆ-3 ಪಡೆಯಬಹುದಾಗಿದೆ. ಹೆಚ್ಚಿನ ಮಾಹಿತಿಗಾಗಿ ಮೊ: 9661169943, 9845949410, 9740494941 ಸಂಪರ್ಕಿಸಬಹುದು. xyxy=(599,1376,911,1390)
article-purasabhe-member xyxy=(24,1098,238,1224)
section-rule xyxy=(246,1256,582,1257)
list-item: 6 ಮಾಲೀಕರ ಗುರುತಿನ ದಾಖಲೆ ಪತ್ರ xyxy=(603,1243,666,1250)
headline: ಮಹಾಕುಂಭಮೇಳ ಯಶಸ್ವಿ: ಸಿಎಂ ಯೋಗಿಗೆ ಭಾರತ ರತ್ನಕ್ಕೆ ಸುಭಾಣಿ ಮನವಿ xyxy=(589,119,829,130)
byline: ■ ಸುದ್ದಿಮೂಲ ವಾರ್ತೆ ರಾಯಚೂರು, ಫೆ.24: xyxy=(24,689,110,695)
list-item: 2 ಸಕ್ಷಮ ಪ್ರಾಧಿಕಾರದಿಂದ ಅನುಮೋದನೆ ಪಡೆದ ವಿನ್ಯಾಸ ನಕ್ಷೆ ಪ್ರತಿ xyxy=(603,1201,715,1208)
facebook-icon xyxy=(658,69,666,77)
notice-title xyxy=(599,912,911,978)
article-mahakumbh xyxy=(589,116,921,306)
facebook-link[interactable]: facebook.com/Suddi Moola xyxy=(658,68,776,77)
byline: ■ ಸುದ್ದಿಮೂಲ ವಾರ್ತೆ ರಾಯಚೂರು, ಫೆ.24: xyxy=(246,1286,332,1292)
article-body: ಸರ್ಕಾರದ ಯೋಜನೆಗಳನ್ನು ಸಾರ್ವಜನಿಕರಿಗೆ ತಲುಪಿಸಿ ಕ್ಷೇತ್ರದ ಎಲ್ಲಾ ಗ್ರಾಮಗಳ ಅಭಿವೃದ್ಧಿಗೆ ಬದ್ಧನಾಗಿದ್ದು ಕ್ಷೇತ್ರದಲ್ಲಿ ಜನರ ಬೇಡಿಕೆ ಅನುಗುಣವಾಗಿ ಅನುದಾನ ಕಲ್ಪಿಸಿ ಅಭಿವೃದ್ಧಿ ಕಾಮಗಾರಿಗಳನ್ನು ಕೈಗೊಳ್ಳಲಾಗುತ್ತಿದೆ ಎಂದು ಬೀದರ್ ದಕ್ಷಿಣ ಕ್ಷೇತ್ರದ ಶಾಸಕ ಡಾ. ಶೈಲೇಂದ್ರ ಬೆಲ್ದಾಳೆ ಹೇಳಿದರು. ಬೀದರ್ ದಕ್ಷಿಣ ಕ್ಷೇತ್ರದ ಕೊಳಾರ್ ಕೆ. ಗ್ರಾಮದಲ್ಲಿ ಗ್ರಾಮಸ್ಥರ ಬೇಡಿಕೆಯಂತೆ ಸಮುದಾಯ ಭವನ ಕಾಮಗಾರಿಗೆ ಭೂಮಿ ಪೂಜೆ ನೆರವೇರಿಸಿ ಮಾತನಾಡಿದರು. ಈ ಸಂದರ್ಭದಲ್ಲಿ ಗ್ರಾಮದ ಮುಖಂಡರು, ಪಕ್ಷದ ಕಾರ್ಯಕರ್ತರು ಹಾಗೂ ಗ್ರಾಮಸ್ಥರು ಉಪಸ್ಥಿತರಿದ್ದರು. xyxy=(400,709,545,759)
list-item: 5 ವಿದ್ಯುತ್ ಬಿಲ್ ಪ್ರತಿ xyxy=(759,1240,798,1247)
masthead xyxy=(0,55,945,110)
public-notice xyxy=(589,894,921,1446)
photo-memorandum xyxy=(24,870,238,984)
byline: ■ ಸುದ್ದಿಮೂಲ ವಾರ್ತೆ ಮಾನ್ವಿ, ಫೆ.24: xyxy=(24,1118,99,1124)
section-rule xyxy=(246,1106,582,1107)
table-header-rule xyxy=(600,1187,910,1188)
list-col-2 xyxy=(759,1191,908,1268)
headline: ರಾಯಚೂರಿನಲ್ಲಿ ಮಾರ್ಚ್ 1ಕ್ಕೆ xyxy=(24,1233,153,1248)
table-header: ಅನಧಿಕೃತ ಸ್ವತ್ತುಗಳಿಗೆ Register-B ರ ನಮೂನೆ-3A ರಲ್ಲಿ ದಾಖಲಿಸಿ ಪಡೆಯಲು ಸಲ್ಲಿಸಬೇಕಾದ ದಾಖಲೆಗಳ ವಿವರ xyxy=(759,1154,889,1167)
article-body: ರವಿವಾರ ನಾಯಕಲು ಮಠದಲ್ಲಿ ಧ್ಯಾನಮಂದಿರದಲ್ಲಿ ಮಹಾಶಿವರಾತ್ರಿ ಜಾತ್ರಾ ಮಹೋತ್ಸವದ ಅಂಗವಾಗಿ ಹಮ್ಮಿಕೊಂಡಿದ್ದ ಪ್ರವಚನ ಹಾಗೂ ಜೀವನ ದರ್ಶನ ಕಾರ್ಯಕ್ರಮದಲ್ಲಿ ಭಾಗವಹಿಸಿ ಮಾತನಾಡಿದರು. ತಾಲೂಕಿನ ಕ್ಷೇತ್ರಗಳ ಸಾಮಾಜಿಕ ಅಭಿವೃದ್ಧಿಯಲ್ಲಿ ಕಲ್ಮಠದ ಶ್ರೀಗಳ ಕೊಡುಗೆ ಅಪಾರವಾಗಿದೆ. ಹಿರಿಯ ಶ್ರೀಗಳು ಧಾರ್ಮಿಕ, ಆಧ್ಯಾತ್ಮಿಕ ಕಾರ್ಯಕ್ರಮಗಳ ಜೊತೆಗೆ ಅನೇಕ ಸಾಮಾಜಿಕ ಹಾಗೂ ಶೈಕ್ಷಣಿಕ ಕ್ಷೇತ್ರಗಳ ಮತ್ತು ಸಹಕಾರಿ ಕ್ಷೇತ್ರದಲ್ಲಿ ತಾಲೂಕಿನ ಅಭಿವೃದ್ಧಿಯಲ್ಲಿ ಪಾಲ್ಗೊಳ್ಳುವುದರೊಂದಿಗೆ ಶಾಲೆ, ಕಾಲೇಜು, ನೌಕರರ ಸಮಿತಿ ಸ್ಥಾಪಿಸಿ ಈ ಭಾಗದ ಜನರಿಗೆ ಉತ್ತಮ ಶಿಕ್ಷಣ, ಉದ್ಯೋಗ ನೀಡಿದ್ದಾರೆ. ಇಂತಹ ಮಠಕ್ಕೆ ಹಾಗೂ ಜ್ಞಾನದೀಪಗಳಿಗೆ ನಾವು ಸಹಕಾರ ನೀಡಬೇಕಾಗಿದೆ ಎಂದರು. ನಂತರ ಸುದೀರ್ಘ ಮತ್ತು ಶಾಸಕ ಹಂಪಯ್ಯ ನಾಯಕ ಮಾತನಾಡಿ, ಶ್ರೀ ಮಠದ ಪೀಠಾಧಿಪತಿಗಳಾದ ಶ್ರೀ ವಿರೂಪಾಕ್ಷ ಪಂಡಿತಾರಾಧ್ಯ ಶಿವಾಚಾರ್ಯ ಮಹಾಸ್ವಾಮಿಗಳು ಸಾನ್ನಿಧ್ಯ ವಹಿಸಿದ್ದರು. ಈ ಕಾರ್ಯಕ್ರಮದಲ್ಲಿ ಬೃಹನ್ಮಠ ನೀಲಗಲ್ ಶ್ರೀ ಅರ್ಪಾವ ದೇವರ ಹಾಡಲ್ಲದ, ಶಿವಾ ಸ್ವಾಮಿ, ಮಂಗಳವಾರ ಪೇಟೆ ಶ್ರೀ ವೀರಲಿಂಗ ಸ್ವಾಮಿಗಳು ಹಾಗೂ ಮಠಾಧೀಶರು, ಗಣ್ಯರು, ಅಪಾರ ಸಂಖ್ಯೆಯಲ್ಲಿ ಭಕ್ತರು ಭಾಗವಹಿಸಿದ್ದರು. xyxy=(164,222,302,322)
byline: ■ ಸುದ್ದಿಮೂಲ ವಾರ್ತೆ ಲಿಂಗಸುಗೂರು, ಫೆ.24: xyxy=(589,340,677,346)
notice-reference: UDD/126/GEL/2023(e) ದಿ:11.02.2025 ಮತ್ತು ಪೌರಾಡಳಿತ ನಿರ್ದೇಶನಾಲಯದ ಪತ್ರ ಸಂಖ್ಯೆ : 1058555/ DMA/DEVIKHTA/20/2022-23 ದಿನಾಂಕ : 03.02.2025 ಮತ್ತು 17.02.2025 xyxy=(599,1024,911,1038)
section-rule xyxy=(24,527,921,529)
documents-table xyxy=(599,1150,911,1372)
headline: ಮಾನ್ವಿ : ಕಲ್ಮಠ ಶ್ರೀಗಳ ಆಧ್ಯಾತ್ಮಿಕ, ಶೈಕ್ಷಣಿಕ xyxy=(117,143,487,174)
headline: ಚುನಾವಣೆ, ಮತದಾನ ಮೂಲಕ ಆಯ್ಕೆ xyxy=(708,554,844,567)
photo-felicitation xyxy=(24,406,246,516)
qr-code-icon xyxy=(680,867,700,885)
byline: ■ ಸುದ್ದಿಮೂಲ ವಾರ್ತೆ ರಾಯಚೂರು, ಫೆ.24: xyxy=(24,1276,110,1282)
article-body: ರವಿವಾರ ನಾಯಕಲು ಮಠದಲ್ಲಿ ಧ್ಯಾನಮಂದಿರದಲ್ಲಿ ಮಹಾಶಿವರಾತ್ರಿ ಜಾತ್ರಾ ಮಹೋತ್ಸವದ ಅಂಗವಾಗಿ ಹಮ್ಮಿಕೊಂಡಿದ್ದ ಪ್ರವಚನ ಹಾಗೂ ಜೀವನ ದರ್ಶನ ಕಾರ್ಯಕ್ರಮದಲ್ಲಿ ಭಾಗವಹಿಸಿ ಮಾತನಾಡಿದರು. ತಾಲೂಕಿನ ಕ್ಷೇತ್ರಗಳ ಸಾಮಾಜಿಕ ಅಭಿವೃದ್ಧಿಯಲ್ಲಿ ಕಲ್ಮಠದ ಶ್ರೀಗಳ ಕೊಡುಗೆ ಅಪಾರವಾಗಿದೆ. ಹಿರಿಯ ಶ್ರೀಗಳು ಧಾರ್ಮಿಕ, ಆಧ್ಯಾತ್ಮಿಕ ಕಾರ್ಯಕ್ರಮಗಳ ಜೊತೆಗೆ ಅನೇಕ ಸಾಮಾಜಿಕ ಹಾಗೂ ಶೈಕ್ಷಣಿಕ ಕ್ಷೇತ್ರಗಳ ಮತ್ತು ಸಹಕಾರಿ ಕ್ಷೇತ್ರದಲ್ಲಿ ತಾಲೂಕಿನ ಅಭಿವೃದ್ಧಿಯಲ್ಲಿ ಪಾಲ್ಗೊಳ್ಳುವುದರೊಂದಿಗೆ ಶಾಲೆ, ಕಾಲೇಜು, ನೌಕರರ ಸಮಿತಿ ಸ್ಥಾಪಿಸಿ ಈ ಭಾಗದ ಜನರಿಗೆ ಉತ್ತಮ ಶಿಕ್ಷಣ, ಉದ್ಯೋಗ ನೀಡಿದ್ದಾರೆ. ಇಂತಹ ಮಠಕ್ಕೆ ಹಾಗೂ ಜ್ಞಾನದೀಪಗಳಿಗೆ ನಾವು ಸಹಕಾರ ನೀಡಬೇಕಾಗಿದೆ ಎಂದರು. ನಂತರ ಸುದೀರ್ಘ ಮತ್ತು ಶಾಸಕ ಹಂಪಯ್ಯ ನಾಯಕ ಮಾತನಾಡಿ, ಶ್ರೀ ಮಠದ ಪೀಠಾಧಿಪತಿಗಳಾದ ಶ್ರೀ ವಿರೂಪಾಕ್ಷ ಪಂಡಿತಾರಾಧ್ಯ ಶಿವಾಚಾರ್ಯ ಮಹಾಸ್ವಾಮಿಗಳು ಸಾನ್ನಿಧ್ಯ ವಹಿಸಿದ್ದರು. ಈ ಕಾರ್ಯಕ್ರಮದಲ್ಲಿ ಬೃಹನ್ಮಠ ನೀಲಗಲ್ ಶ್ರೀ ಅರ್ಪಾವ ದೇವರ ಹಾಡಲ್ಲದ, ಶಿವಾ ಸ್ವಾಮಿ, ಮಂಗಳವಾರ ಪೇಟೆ ಶ್ರೀ ವೀರಲಿಂಗ ಸ್ವಾಮಿಗಳು ಹಾಗೂ ಮಠಾಧೀಶರು, ಗಣ್ಯರು, ಅಪಾರ ಸಂಖ್ಯೆಯಲ್ಲಿ ಭಕ್ತರು xyxy=(472,396,580,525)
headline: ಕಾರ್ಯ ಶ್ಲಾಘನೀಯ-ಸಚಿವ ಬೋಸರಾಜು xyxy=(125,179,479,210)
article-body: ಪಡಿತರದಾರರಿಗೆ ಸರಿಯಾಗಿ ಆಹಾರ ಧಾನ್ಯ ವಿತರಣೆ ಮಾಡದ ಹಿನ್ನೆಲೆಯಲ್ಲಿ ತಾಲೂಕಿನ ಗುಂಡಸಾಗರ ಗ್ರಾಮದ ನ್ಯಾಯಬೆಲೆ ಅಂಗಡಿಯ ಪ್ರಾಧಿಕಾರವನ್ನು ಅಮಾನತುಗೊಳಿಸಿ ಆಹಾರ ಇಲಾಖೆ ಆದೇಶ ಹೊರಡಿಸಿದೆ. ಪ್ರತಿ ತಿಂಗಳು 10ರಂದು ಪಡಿತರ ವಿತರಿಸಬೇಕೆಂಬ ನಿಯಮವಿದ್ದರೂ ಅಂಗಡಿ ಮಾಲೀಕರು ಸಮರ್ಪಕವಾಗಿ ವಿತರಣೆ ಮಾಡುತ್ತಿಲ್ಲ ಎಂದು ಗ್ರಾಮಸ್ಥರು ದೂರು ನೀಡಿದ್ದರು. ಸ್ಥಳ ಪರಿಶೀಲನೆ ನಡೆಸಿದ ಅಧಿಕಾರಿಗಳು ದಾಸ್ತಾನಿನಲ್ಲಿ ವ್ಯತ್ಯಾಸ ಕಂಡು ಬಂದ ಹಿನ್ನೆಲೆಯಲ್ಲಿ ಕರ್ನಾಟಕ ಅಗತ್ಯ ವಸ್ತುಗಳ ನಿಯಂತ್ರಣ ಆದೇಶ 2016ರ ಅನ್ವಯ ಕ್ರಮ ಕೈಗೊಂಡಿದ್ದು, ಸಮೀಪದ ಅಂಗಡಿಗೆ ಪಡಿತರ ವಿತರಣೆ ಜವಾಬ್ದಾರಿ ವಹಿಸಲಾಗಿದೆ. xyxy=(757,340,921,390)
page-divider xyxy=(885,63,887,97)
headline: ಕೊಳಾರ್ ಕೆ. ಗ್ರಾಮ : ಸಮುದಾಯ ಭವನ ಕಾಮಗಾರಿಗೆ ಬೆಲ್ಲಾಳ್ ಚಾಲನೆ xyxy=(246,538,550,553)
notice-para: ಈ ಮೂಲಕ ಬಳಗಾನೂರು ಪಟ್ಟಣ ಪಂಚಾಯತ ವ್ಯಾಪ್ತಿಯಲ್ಲಿ ಬರುವ ಕಟ್ಟಡಗಳು ಮತ್ತು ನಿವೇಶನಗಳನ್ನು ಹೊಂದಿರುವ ಮಾಲೀಕರಿಗೆ ತಿಳಿಯಪಡಿಸುವುದೇನೆಂದರೆ, ಸರ್ಕಾರದ ಆದೇಶದಂತೆ ಇ-ಖಾತಾ ಅಭಿಯಾನ ಹಮ್ಮಿಕೊಳ್ಳಲಾಗಿದ್ದು ಅಧಿಕೃತ ಮತ್ತು ಅನಧಿಕೃತ ಆಸ್ತಿಗಳಿಗೆ Register-A ಮತ್ತು Register-B ನಮೂನೆ-3 ನೀಡಲು ಕ್ರಮ ಕೈಗೊಳ್ಳಲಾಗಿದೆ. ಸಾರ್ವಜನಿಕರು ಅಗತ್ಯ ದಾಖಲೆಗಳೊಂದಿಗೆ ಕಾರ್ಯಾಲಯಕ್ಕೆ ಭೇಟಿ ನೀಡಿ ಅರ್ಜಿ ಸಲ್ಲಿಸಬಹುದಾಗಿದೆ. xyxy=(599,1000,911,1021)
article-kicker: ಗಾರಿಗೆ ಜಾತ್ರೆ ಅಂಗವಾಗಿ ಪ್ರವಚನ, ಜೀವನ ದರ್ಶನ ಕಾರ್ಯಕ್ರಮ xyxy=(171,118,433,133)
headline: ಜಾಲಹಳ್ಳಿ : ನೀರು ಸರಬರಾಜಿಗೆ ಆಗ್ರಹ xyxy=(24,848,172,862)
list-col-1 xyxy=(603,1191,752,1261)
byline: ■ ಸುದ್ದಿಮೂಲ ವಾರ್ತೆ ರಾಯಚೂರು, ಫೆ.24: xyxy=(246,1228,332,1234)
byline: ■ ಸುದ್ದಿಮೂಲ ವಾರ್ತೆ ಸಿಂಧನೂರು, ಫೆ.24: xyxy=(246,890,330,896)
